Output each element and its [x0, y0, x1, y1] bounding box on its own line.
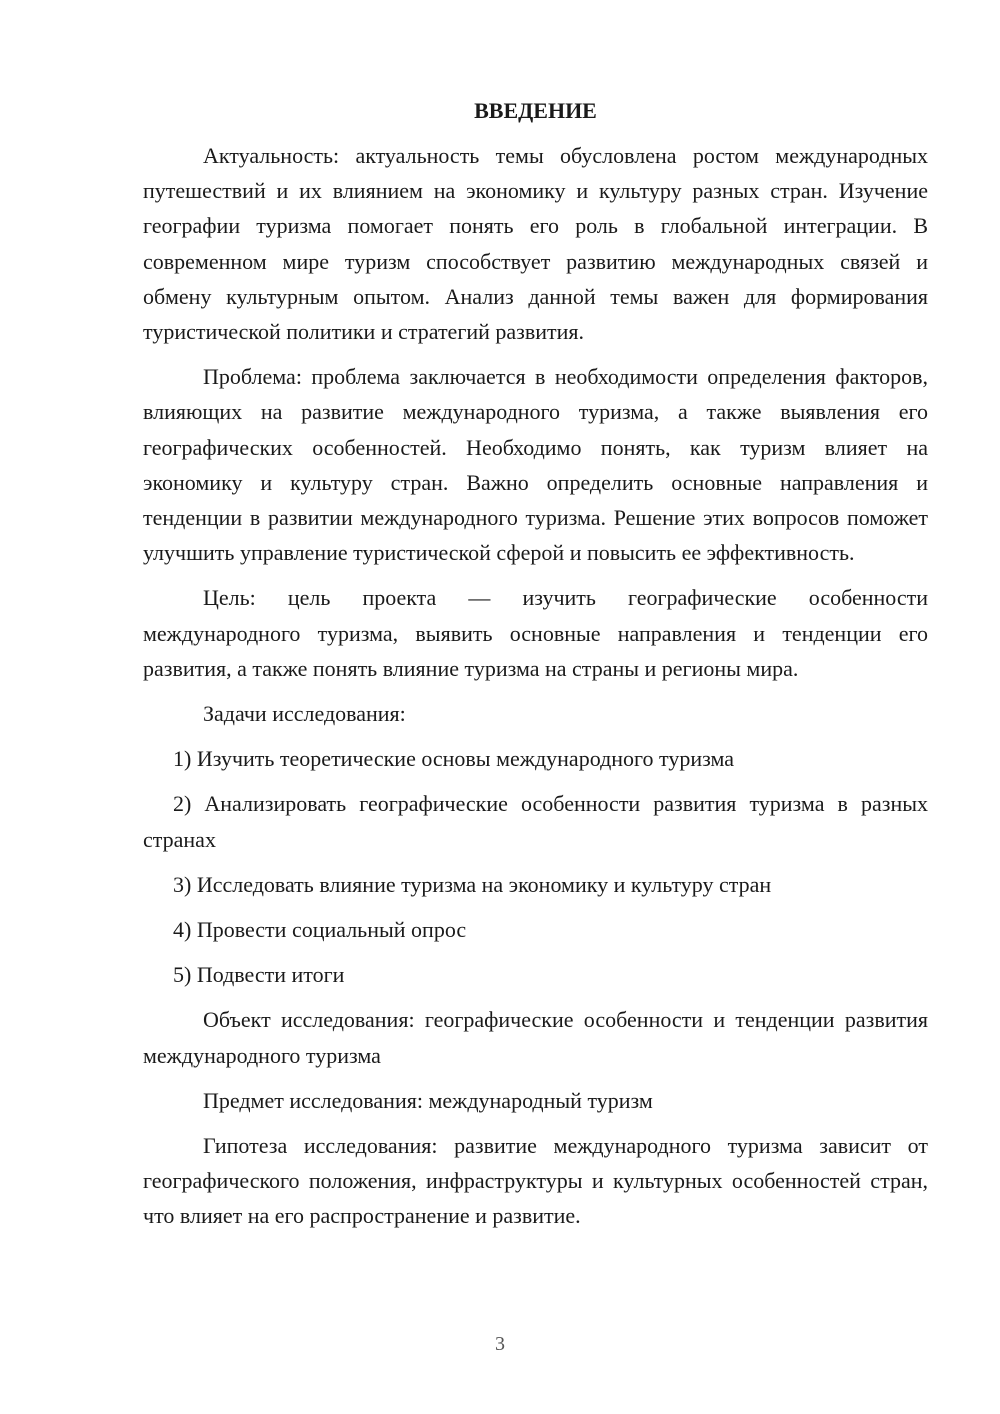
object-paragraph: Объект исследования: географические особенности и тенденции развития международного туризма [143, 1007, 928, 1068]
task-item: 4) Провести социальный опрос [173, 917, 467, 943]
document-page [143, 96, 928, 1244]
hypothesis-paragraph: Гипотеза исследования: развитие международного туризма зависит от географического положения, инфраструктуры и культурных особенностей стран, что влияет на его распространение и развитие. [143, 1133, 928, 1229]
task-item: 3) Исследовать влияние туризма на экономику и культуру стран [173, 871, 772, 897]
task-item: 2) Анализировать географические особенности развития туризма в разных странах [143, 791, 928, 852]
goal-paragraph: Цель: цель проекта — изучить географические особенности международного туризма, выявить основные направления и тенденции его развития, а также понять влияние туризма на страны и регионы мира. [143, 585, 928, 681]
task-item: 1) Изучить теоретические основы международного туризма [173, 746, 735, 772]
subject-paragraph: Предмет исследования: международный туризм [203, 1087, 653, 1113]
task-item: 5) Подвести итоги [173, 962, 345, 988]
page-number: 3 [495, 1333, 505, 1355]
relevance-paragraph: Актуальность: актуальность темы обусловлена ростом международных путешествий и их влиянием на экономику и культуру разных стран. Изучение географии туризма помогает понять его роль в глобальной интеграции. В современном мире туризм способствует развитию международных связей и обмену культурным опытом. Анализ данной темы важен для формирования туристической политики и стратегий развития. [143, 143, 928, 345]
section-title: ВВЕДЕНИЕ [474, 98, 597, 123]
problem-paragraph: Проблема: проблема заключается в необходимости определения факторов, влияющих на развитие международного туризма, а также выявления его географических особенностей. Необходимо понять, как туризм влияет на экономику и культуру стран. Важно определить основные направления и тенденции в развитии международного туризма. Решение этих вопросов поможет улучшить управление туристической сферой и повысить ее эффективность. [143, 364, 928, 566]
tasks-heading: Задачи исследования: [203, 701, 406, 727]
